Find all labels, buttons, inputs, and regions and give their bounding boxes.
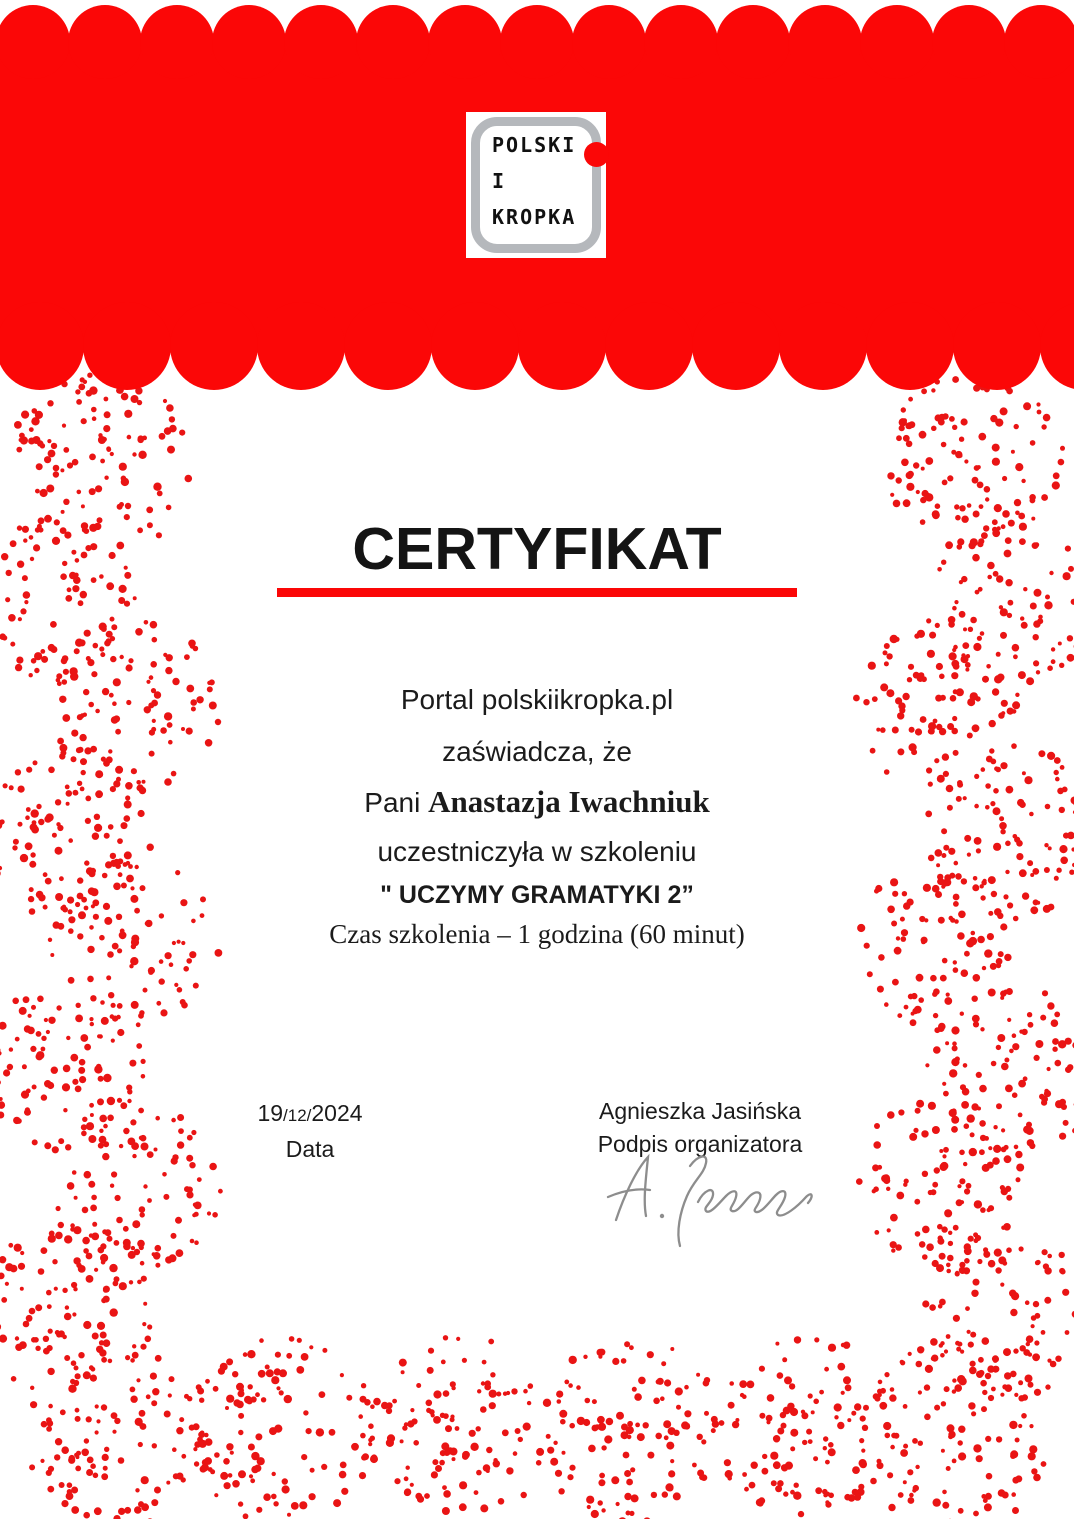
signature-label: Podpis organizatora [597,1131,803,1157]
title-underline [277,588,797,597]
date-label: Data [285,1136,335,1162]
handwritten-signature-icon [602,1150,822,1250]
date-year: 2024 [311,1100,363,1126]
red-dot-icon [584,142,609,167]
date-month-separator: /12/ [283,1106,312,1125]
organizer-name: Agnieszka Jasińska [599,1098,801,1124]
recipient-name: Anastazja Iwachniuk [428,784,710,819]
certifies-line: zaświadcza, że [442,736,632,767]
logo-frame [471,117,601,253]
logo-text-line1: POLSKI [492,133,577,157]
duration-line: Czas szkolenia – 1 godzina (60 minut) [329,919,745,949]
recipient-prefix: Pani [364,787,429,818]
date-day: 19 [257,1100,284,1126]
date-block [200,1100,420,1162]
logo-text-line2: I [492,169,507,193]
organizer-signature-block [540,1098,860,1157]
polskiikropka-logo [466,112,606,258]
issuer-line: Portal polskiikropka.pl [400,684,674,715]
participation-line: uczestniczyła w szkoleniu [377,836,697,867]
recipient-line [0,784,1074,820]
date-value [200,1100,420,1129]
certificate-title: CERTYFIKAT [352,516,722,582]
logo-text-line3: KROPKA [492,205,577,229]
course-title: " UCZYMY GRAMATYKI 2” [380,881,694,909]
